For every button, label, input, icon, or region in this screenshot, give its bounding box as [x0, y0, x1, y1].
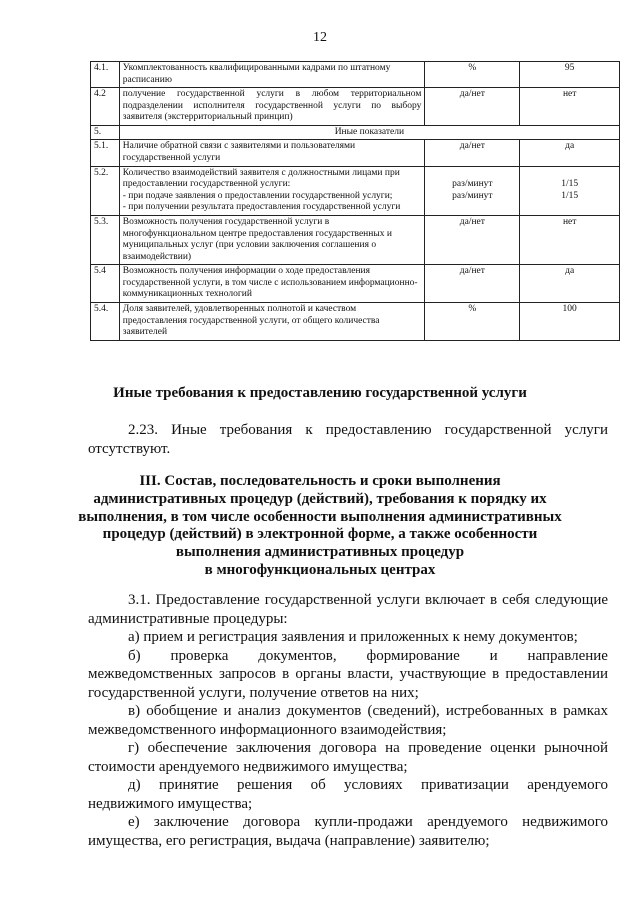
row-unit: да/нет — [425, 88, 520, 126]
value-line: 1/15 — [561, 179, 579, 190]
row-number: 5. — [91, 125, 120, 140]
description-line: Количество взаимодействий заявителя с должностными лицами при предоставлении государственной услуги: — [122, 167, 400, 190]
word: и — [489, 647, 498, 664]
row-unit: да/нет — [425, 265, 520, 303]
row-number: 5.2. — [91, 166, 120, 215]
section-heading-line: процедур (действий) в электронной форме, а также особенности — [102, 526, 538, 543]
indicators-table — [90, 61, 620, 341]
table-row — [91, 166, 620, 215]
list-intro: 3.1. Предоставление государственной услуги включает в себя следующие административные процедуры: — [88, 592, 608, 627]
row-value: нет — [520, 215, 620, 264]
row-unit: % — [425, 302, 520, 340]
row-number: 5.4. — [91, 302, 120, 340]
row-number: 5.1. — [91, 140, 120, 166]
row-number: 5.3. — [91, 215, 120, 264]
row-unit: да/нет — [425, 215, 520, 264]
section-heading-line: административных процедур (действий), требования к порядку их — [93, 490, 547, 507]
procedures-list — [88, 591, 608, 850]
section-iii-heading — [70, 473, 570, 580]
list-item-d-first-line — [88, 776, 608, 795]
unit-line: раз/минут — [452, 190, 493, 201]
row-value: нет — [520, 88, 620, 126]
list-item-v: в) обобщение и анализ документов (сведений), истребованных в рамках межведомственного информационного взаимодействия; — [88, 703, 608, 738]
row-value: да — [520, 265, 620, 303]
page-number: 12 — [313, 30, 327, 45]
list-item-b-first-line — [88, 647, 608, 666]
row-unit — [425, 166, 520, 215]
word: проверка — [170, 647, 229, 664]
word: направление — [527, 647, 608, 664]
row-value: да — [520, 140, 620, 166]
table-row — [91, 302, 620, 340]
row-description: Укомплектованность квалифицированными кадрами по штатному расписанию — [119, 62, 425, 88]
section-heading-line: выполнения, в том числе особенности выполнения административных — [78, 508, 562, 525]
section-heading-line: в многофункциональных центрах — [204, 561, 436, 578]
paragraph-2-23: 2.23. Иные требования к предоставлению государственной услуги отсутствуют. — [88, 422, 608, 457]
list-item-e: е) заключение договора купли-продажи арендуемого недвижимого имущества, его регистрация, выдача (направление) заявителю; — [88, 814, 608, 849]
table-row — [91, 140, 620, 166]
list-item-d-rest: недвижимого имущества; — [88, 795, 253, 812]
row-unit: % — [425, 62, 520, 88]
row-description: Возможность получения государственной услуги в многофункциональном центре предоставления государственных и муниципальных услуг (при условии заключения соглашения о взаимодействии) — [119, 215, 425, 264]
row-description: получение государственной услуги в любом территориальном подразделении исполнителя государственной услуги по выбору заявителя (экстерриториальный принцип) — [119, 88, 425, 126]
section-heading-line: III. Состав, последовательность и сроки выполнения — [139, 473, 501, 489]
word: решения — [236, 777, 293, 793]
table-row — [91, 88, 620, 126]
row-unit: да/нет — [425, 140, 520, 166]
row-description — [119, 166, 425, 215]
row-value: 95 — [520, 62, 620, 88]
list-item-g: г) обеспечение заключения договора на проведение оценки рыночной стоимости арендуемого недвижимого имущества; — [88, 740, 608, 775]
row-description: Наличие обратной связи с заявителями и пользователями государственной услуги — [119, 140, 425, 166]
section-title: Иные показатели — [119, 125, 619, 140]
other-requirements-heading: Иные требования к предоставлению государственной услуги — [113, 385, 527, 401]
word: документов, — [258, 647, 337, 664]
value-line: 1/15 — [561, 190, 579, 201]
section-heading-line: выполнения административных процедур — [175, 544, 465, 561]
row-number: 5.4 — [91, 265, 120, 303]
table-section-row — [91, 125, 620, 140]
row-description: Доля заявителей, удовлетворенных полнотой и качеством предоставления государственной услуги, от общего количества заявителей — [119, 302, 425, 340]
row-number: 4.1. — [91, 62, 120, 88]
table-row — [91, 215, 620, 264]
word: приватизации — [420, 777, 509, 793]
word: принятие — [158, 777, 219, 793]
list-item-b-rest: межведомственных запросов в органы власти, участвующие в предоставлении государственной услуги, получение ответов на них; — [88, 666, 608, 701]
row-description: Возможность получения информации о ходе предоставления государственной услуги, в том числе с использованием информационно-коммуникационных технологий — [119, 265, 425, 303]
word: условиях — [344, 777, 403, 793]
list-item-a: а) прием и регистрация заявления и приложенных к нему документов; — [128, 629, 578, 645]
word: об — [310, 777, 326, 793]
description-line: - при подаче заявления о предоставлении государственной услуги; — [122, 190, 393, 201]
description-line: - при получении результата предоставления государственной услуги — [122, 202, 401, 213]
row-value: 100 — [520, 302, 620, 340]
row-number: 4.2 — [91, 88, 120, 126]
word: д) — [128, 777, 141, 793]
row-value — [520, 166, 620, 215]
word: б) — [128, 647, 141, 664]
table-row — [91, 62, 620, 88]
word: арендуемого — [527, 777, 608, 793]
word: формирование — [366, 647, 460, 664]
unit-line: раз/минут — [452, 179, 493, 190]
table-row — [91, 265, 620, 303]
